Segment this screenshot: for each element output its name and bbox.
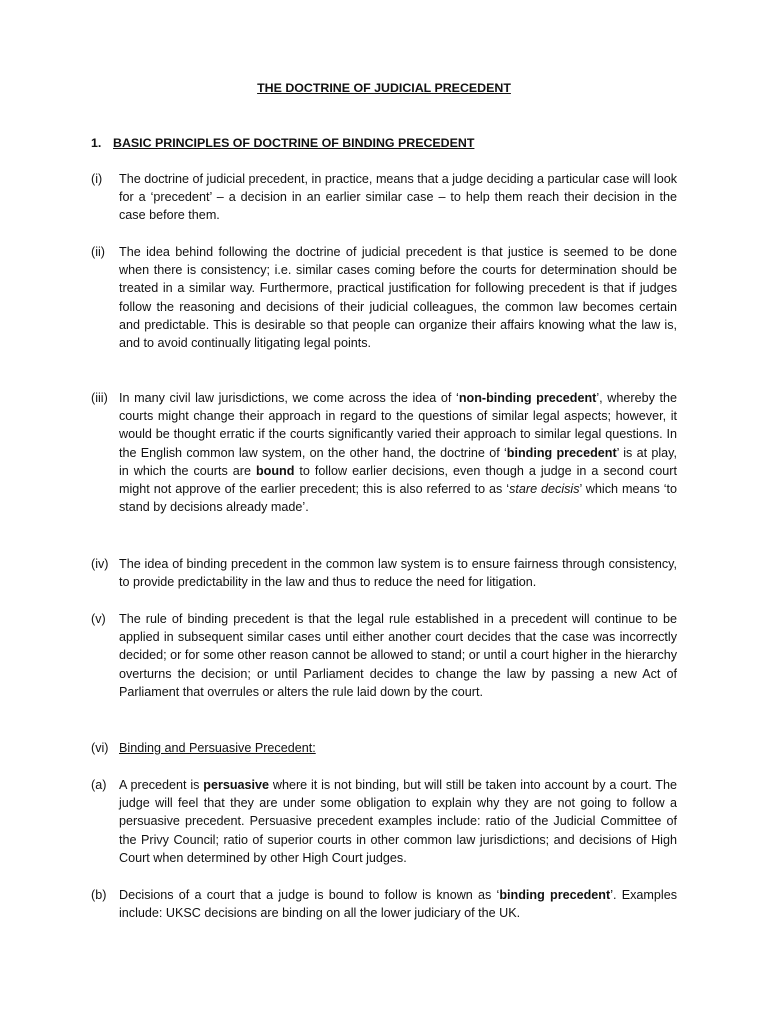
paragraph-label: (iii) xyxy=(91,391,108,405)
text-run: In many civil law jurisdictions, we come across the idea of ‘ xyxy=(119,391,459,405)
paragraph-text: The rule of binding precedent is that the legal rule established in a precedent will continue to be applied in subsequent similar cases until either another court decides that the case was incorrectly decided; or for some other reason cannot be allowed to stand; or until a court higher in the hierarchy overturns the decision; or until Parliament decides to change the law by passing a new Act of Parliament that overrules or alters the rule laid down by the court. xyxy=(119,612,677,699)
paragraph-label: (ii) xyxy=(91,245,105,259)
text-run: ’ which means ‘to stand by decisions already made’. xyxy=(119,482,677,515)
paragraph-label: (vi) xyxy=(91,741,109,755)
text-run: ’ is at play, in which the courts are xyxy=(119,445,678,478)
paragraph-v xyxy=(91,610,677,701)
text-run: to follow earlier decisions, even though a judge in a second court might not approve of the earlier precedent; this is also referred to as ‘ xyxy=(119,463,677,497)
emphasis-binding-precedent: binding precedent xyxy=(499,888,611,902)
section-heading-text: BASIC PRINCIPLES OF DOCTRINE OF BINDING PRECEDENT xyxy=(113,136,475,150)
paragraph-label: (iv) xyxy=(91,557,109,571)
paragraph-text xyxy=(119,389,677,516)
paragraph-text: The doctrine of judicial precedent, in practice, means that a judge deciding a particular case will look for a ‘precedent’ – a decision in an earlier similar case – to help them reach their decision in the case before them. xyxy=(119,172,677,223)
paragraph-iii xyxy=(91,389,677,516)
paragraph-text xyxy=(119,776,677,867)
paragraph-label: (b) xyxy=(91,888,107,902)
emphasis-persuasive: persuasive xyxy=(203,778,270,792)
emphasis-non-binding-precedent: non-binding precedent xyxy=(458,391,597,405)
text-run: A precedent is xyxy=(119,778,204,792)
subheading-container xyxy=(119,739,677,757)
paragraph-label: (v) xyxy=(91,612,106,626)
paragraph-text: The idea of binding precedent in the common law system is to ensure fairness through consistency, to provide predictability in the law and thus to reduce the need for litigation. xyxy=(119,557,677,590)
document-title: THE DOCTRINE OF JUDICIAL PRECEDENT xyxy=(257,81,511,95)
text-run: where it is not binding, but will still be taken into account by a court. The judge will feel that they are under some obligation to explain why they are not going to follow a persuasive precedent. Persuasive precedent examples include: ratio of the Judicial Committee of the Privy Council; ratio of superior courts in other common law jurisdictions; and decisions of High Court when determined by other High Court judges. xyxy=(119,778,677,865)
text-run: ’, whereby the courts might change their approach in regard to the questions of similar legal aspects; however, it would be thought erratic if the courts significantly varied their approach to similar legal questions. In the English common law system, on the other hand, the doctrine of ‘ xyxy=(119,391,677,460)
emphasis-stare-decisis: stare decisis xyxy=(509,482,580,497)
text-run: ’. Examples include: UKSC decisions are binding on all the lower judiciary of the UK. xyxy=(119,888,678,921)
section-number: 1. xyxy=(91,136,102,150)
paragraph-iv xyxy=(91,555,677,591)
section-heading xyxy=(91,134,474,152)
paragraph-label: (i) xyxy=(91,172,103,186)
paragraph-label: (a) xyxy=(91,778,107,792)
paragraph-i xyxy=(91,170,677,225)
paragraph-text: The idea behind following the doctrine of judicial precedent is that justice is seemed to be done when there is consistency; i.e. similar cases coming before the courts for determination should be treated in a similar way. Furthermore, practical justification for following precedent is that if judges follow the reasoning and decisions of their judicial colleagues, the common law becomes certain and predictable. This is desirable so that people can organize their affairs knowing what the law is, and to avoid continually litigating legal points. xyxy=(119,245,677,351)
emphasis-binding-precedent: binding precedent xyxy=(506,445,617,460)
paragraph-ii xyxy=(91,243,677,352)
emphasis-bound: bound xyxy=(255,463,295,478)
paragraph-b xyxy=(91,886,677,922)
subheading-binding-persuasive: Binding and Persuasive Precedent: xyxy=(119,741,316,755)
paragraph-a xyxy=(91,776,677,867)
paragraph-vi xyxy=(91,739,677,757)
paragraph-text xyxy=(119,886,677,922)
text-run: Decisions of a court that a judge is bound to follow is known as ‘ xyxy=(119,888,500,902)
